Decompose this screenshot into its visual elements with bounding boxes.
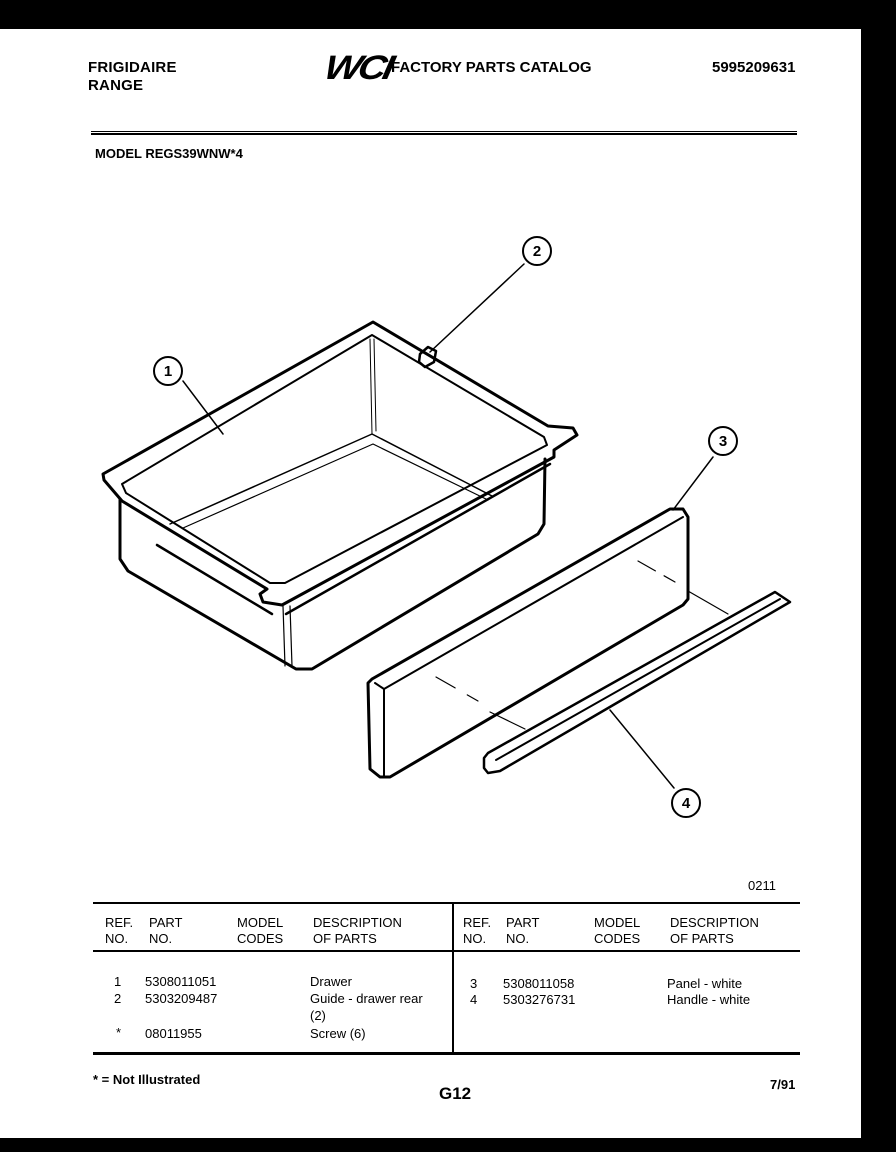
table-bottom-rule — [93, 1052, 800, 1055]
part-description: Panel - white — [667, 976, 743, 991]
header-part-no-right: PART NO. — [506, 915, 540, 946]
header-model-codes-right: MODEL CODES — [594, 915, 641, 946]
callout-4: 4 — [681, 795, 691, 812]
part-no: 5303276731 — [503, 992, 576, 1007]
ref-no: * — [116, 1025, 122, 1040]
table-header-rule — [93, 950, 800, 952]
product-type: RANGE — [88, 77, 144, 94]
part-description-qty: (2) — [310, 1008, 326, 1023]
part-no: 5308011051 — [145, 974, 217, 989]
part-description: Drawer — [310, 974, 352, 989]
ref-no: 3 — [470, 976, 478, 991]
header-ref-no-right: REF. NO. — [463, 915, 492, 946]
part-no: 5308011058 — [503, 976, 575, 991]
wci-logo: WCI — [320, 49, 395, 87]
ref-no: 1 — [114, 974, 122, 989]
model-number: MODEL REGS39WNW*4 — [95, 146, 243, 161]
header-description: DESCRIPTION OF PARTS — [313, 915, 402, 946]
callout-2: 2 — [532, 243, 542, 260]
catalog-number: 5995209631 — [712, 59, 796, 76]
panel-illustration — [368, 509, 728, 777]
ref-no: 2 — [114, 991, 122, 1006]
catalog-title: FACTORY PARTS CATALOG — [391, 59, 592, 76]
part-no: 08011955 — [145, 1026, 202, 1041]
part-description: Screw (6) — [310, 1026, 366, 1041]
page-number: G12 — [439, 1084, 472, 1103]
part-description: Handle - white — [667, 992, 751, 1007]
header-model-codes: MODEL CODES — [237, 915, 284, 946]
ref-no: 4 — [470, 992, 478, 1007]
brand-name: FRIGIDAIRE — [88, 59, 177, 76]
revision-date: 7/91 — [770, 1077, 796, 1092]
header-description-right: DESCRIPTION OF PARTS — [670, 915, 759, 946]
figure-code: 0211 — [748, 878, 776, 893]
table-top-rule — [93, 902, 800, 904]
table-column-divider — [452, 902, 454, 1054]
callout-1: 1 — [163, 363, 173, 380]
part-no: 5303209487 — [145, 991, 218, 1006]
exploded-parts-diagram — [0, 29, 861, 889]
part-description: Guide - drawer rear — [310, 991, 423, 1006]
header-part-no: PART NO. — [149, 915, 183, 946]
not-illustrated-note: * = Not Illustrated — [93, 1072, 201, 1087]
catalog-page — [0, 29, 861, 1138]
header-ref-no: REF. NO. — [105, 915, 134, 946]
callout-3: 3 — [718, 433, 728, 450]
handle-illustration — [484, 592, 790, 773]
